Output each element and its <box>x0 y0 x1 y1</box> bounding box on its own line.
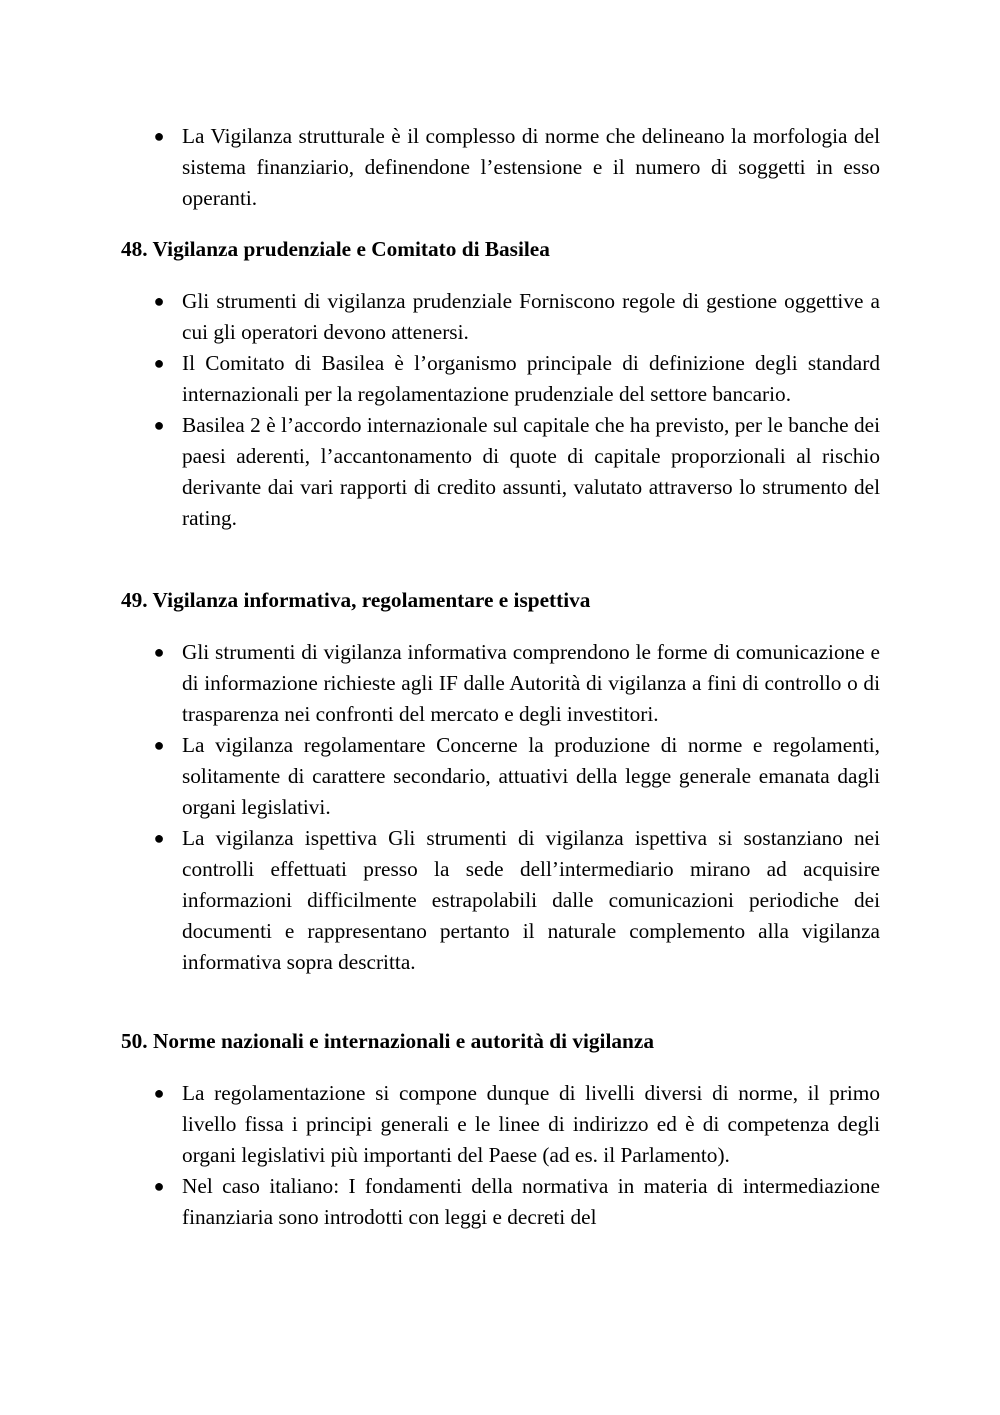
list-item <box>0 730 1000 823</box>
bullet-list <box>0 637 1000 978</box>
list-item <box>0 1171 1000 1233</box>
section-49 <box>0 585 1000 616</box>
bullet-text: Basilea 2 è l’accordo internazionale sul capitale che ha previsto, per le banche dei paesi aderenti, l’accantonamento di quote di capitale proporzionali al rischio derivante dai vari rapporti di credito assunti, valutato attraverso lo strumento del rating. <box>182 413 880 530</box>
bullet-text: La Vigilanza strutturale è il complesso di norme che delineano la morfologia del sistema finanziario, definendone l’estensione e il numero di soggetti in esso operanti. <box>182 124 880 210</box>
bullet-icon: ● <box>153 1176 165 1196</box>
bullet-text: La vigilanza ispettiva Gli strumenti di vigilanza ispettiva si sostanziano nei controlli effettuati presso la sede dell’intermediario mirano ad acquisire informazioni difficilmente estrapolabili dalle comunicazioni periodiche dei documenti e rappresentano pertanto il naturale complemento alla vigilanza informativa sopra descritta. <box>182 826 880 974</box>
bullet-list <box>0 1078 1000 1233</box>
bullet-icon: ● <box>153 828 165 848</box>
section-50 <box>0 1026 1000 1057</box>
list-item <box>0 823 1000 978</box>
list-item <box>0 286 1000 348</box>
bullet-icon: ● <box>153 735 165 755</box>
bullet-text: Il Comitato di Basilea è l’organismo principale di definizione degli standard internazionali per la regolamentazione prudenziale del settore bancario. <box>182 351 880 406</box>
section-heading: 49. Vigilanza informativa, regolamentare e ispettiva <box>121 588 591 612</box>
bullet-icon: ● <box>153 353 165 373</box>
list-item <box>0 637 1000 730</box>
section-heading: 50. Norme nazionali e internazionali e autorità di vigilanza <box>121 1029 654 1053</box>
section-heading: 48. Vigilanza prudenziale e Comitato di Basilea <box>121 237 550 261</box>
list-item <box>0 410 1000 534</box>
section-50-bullets <box>0 1078 1000 1233</box>
bullet-text: Gli strumenti di vigilanza informativa comprendono le forme di comunicazione e di informazione richieste agli IF dalle Autorità di vigilanza a fini di controllo o di trasparenza nei confronti del mercato e degli investitori. <box>182 640 880 726</box>
list-item <box>0 1078 1000 1171</box>
intro-block <box>0 121 1000 214</box>
bullet-text: La vigilanza regolamentare Concerne la produzione di norme e regolamenti, solitamente di carattere secondario, attuativi della legge generale emanata dagli organi legislativi. <box>182 733 880 819</box>
bullet-text: Nel caso italiano: I fondamenti della normativa in materia di intermediazione finanziaria sono introdotti con leggi e decreti del <box>182 1174 880 1229</box>
section-48 <box>0 234 1000 265</box>
list-item <box>0 348 1000 410</box>
bullet-list <box>0 121 1000 214</box>
bullet-icon: ● <box>153 291 165 311</box>
bullet-icon: ● <box>153 415 165 435</box>
section-48-bullets <box>0 286 1000 534</box>
list-item <box>0 121 1000 214</box>
bullet-text: La regolamentazione si compone dunque di livelli diversi di norme, il primo livello fissa i principi generali e le linee di indirizzo ed è di competenza degli organi legislativi più importanti del Paese (ad es. il Parlamento). <box>182 1081 880 1167</box>
bullet-icon: ● <box>153 126 165 146</box>
section-49-bullets <box>0 637 1000 978</box>
bullet-icon: ● <box>153 1083 165 1103</box>
bullet-icon: ● <box>153 642 165 662</box>
bullet-list <box>0 286 1000 534</box>
bullet-text: Gli strumenti di vigilanza prudenziale Forniscono regole di gestione oggettive a cui gli operatori devono attenersi. <box>182 289 880 344</box>
